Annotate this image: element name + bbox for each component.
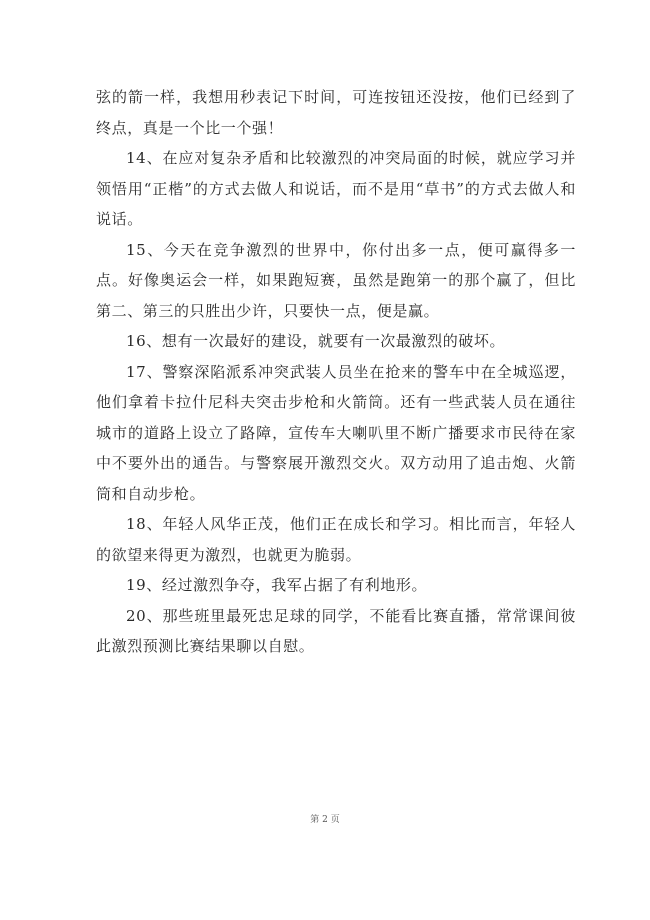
paragraph-item-15: 15、今天在竞争激烈的世界中，你付出多一点，便可赢得多一点。好像奥运会一样，如果跑短赛，虽然是跑第一的那个赢了，但比第二、第三的只胜出少许，只要快一点，便是赢。 <box>96 240 576 320</box>
paragraph-continued: 弦的箭一样，我想用秒表记下时间，可连按钮还没按，他们已经到了终点，真是一个比一个强！ <box>96 88 576 137</box>
paragraph-item-18: 18、年轻人风华正茂，他们正在成长和学习。相比而言，年轻人的欲望来得更为激烈，也就更为脆弱。 <box>96 515 576 564</box>
paragraph-item-19: 19、经过激烈争夺，我军占据了有利地形。 <box>126 576 428 594</box>
paragraph-item-20: 20、那些班里最死忠足球的同学，不能看比赛直播，常常课间彼此激烈预测比赛结果聊以自慰。 <box>96 606 576 655</box>
page-number: 第 2 页 <box>310 815 340 825</box>
paragraph-item-16: 16、想有一次最好的建设，就要有一次最激烈的破坏。 <box>126 332 506 350</box>
paragraph-item-14: 14、在应对复杂矛盾和比较激烈的冲突局面的时候，就应学习并领悟用“正楷”的方式去做人和说话，而不是用“草书”的方式去做人和说话。 <box>96 149 576 228</box>
document-body <box>96 82 576 662</box>
paragraph-item-17: 17、警察深陷派系冲突武装人员坐在抢来的警车中在全城巡逻，他们拿着卡拉什尼科夫突击步枪和火箭筒。还有一些武装人员在通往城市的道路上设立了路障，宣传车大喇叭里不断广播要求市民待在家中不要外出的通告。与警察展开激烈交火。双方动用了追击炮、火箭筒和自动步枪。 <box>96 362 576 503</box>
